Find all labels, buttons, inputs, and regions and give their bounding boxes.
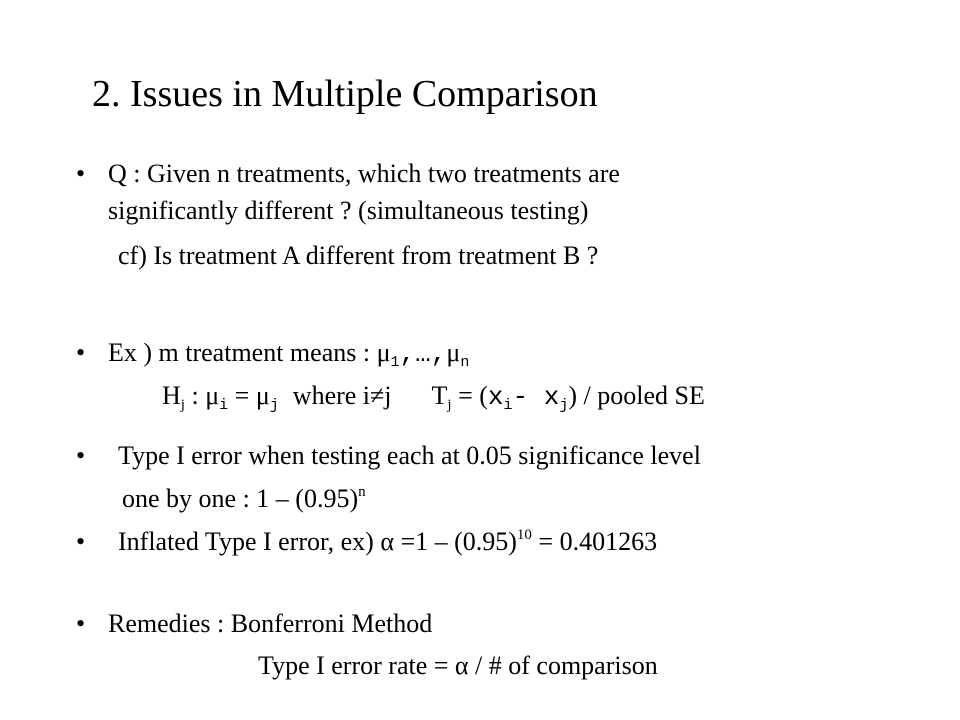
equals-sign: = [228, 381, 256, 410]
hypothesis-H-subscript: j [180, 397, 185, 413]
hypothesis-colon: : [184, 381, 206, 410]
inflated-prefix: Inflated Type I error, ex) [118, 527, 381, 556]
inflated-formula: =1 – (0.95) [393, 527, 517, 556]
example-line [108, 337, 469, 370]
ellipsis: ,…, [399, 339, 447, 369]
bullet-dot: • [76, 441, 86, 470]
mu-j-symbol: μ [255, 381, 270, 410]
type1-formula: one by one : 1 – (0.95) [122, 484, 359, 513]
test-stat-equals: = ( [451, 381, 488, 410]
type1-line-1: Type I error when testing each at 0.05 significance level [118, 441, 701, 470]
subscript-n: n [460, 354, 470, 371]
mu-i-symbol: μ [205, 381, 220, 410]
remedies-tail: / # of comparison [468, 651, 658, 680]
remedies-line-1: Remedies : Bonferroni Method [108, 609, 433, 638]
x-j-subscript: j [559, 397, 569, 414]
hypothesis-line [162, 380, 705, 413]
hypothesis-H: H [162, 381, 181, 410]
bullet-dot: • [76, 527, 86, 556]
bullet-dot: • [76, 338, 86, 367]
inflated-line [118, 526, 657, 558]
inflated-result: = 0.401263 [531, 527, 658, 556]
alpha-symbol: α [454, 651, 469, 680]
type1-line-2 [122, 483, 366, 515]
test-stat-T-subscript: j [447, 397, 452, 413]
test-stat-T: T [431, 381, 448, 410]
mu-symbol: μ [446, 338, 461, 367]
mu-j-subscript: j [269, 397, 279, 414]
bullet-dot: • [76, 609, 86, 638]
remedies-line-2 [258, 650, 658, 682]
subscript-1: 1 [390, 354, 400, 371]
question-line-2: significantly different ? (simultaneous testing) [108, 196, 589, 225]
alpha-symbol: α [380, 527, 394, 556]
mu-i-subscript: i [219, 397, 229, 414]
example-prefix: Ex ) m treatment means : [108, 338, 377, 367]
question-line-1: Q : Given n treatments, which two treatments are [108, 159, 620, 188]
x-i-subscript: i [503, 397, 513, 414]
inflated-exponent: 10 [516, 527, 532, 543]
bullet-dot: • [76, 159, 86, 188]
x-j-symbol: x [543, 382, 560, 412]
where-clause: where i≠j [292, 381, 392, 410]
mu-symbol: μ [376, 338, 391, 367]
remedies-prefix: Type I error rate = [258, 651, 455, 680]
type1-exponent: n [358, 484, 366, 500]
x-i-symbol: x [487, 382, 504, 412]
slide-title: 2. Issues in Multiple Comparison [92, 73, 598, 115]
cf-line: cf) Is treatment A different from treatment B ? [118, 241, 599, 270]
minus-sign: - [512, 382, 544, 412]
pooled-se-text: ) / pooled SE [568, 381, 705, 410]
